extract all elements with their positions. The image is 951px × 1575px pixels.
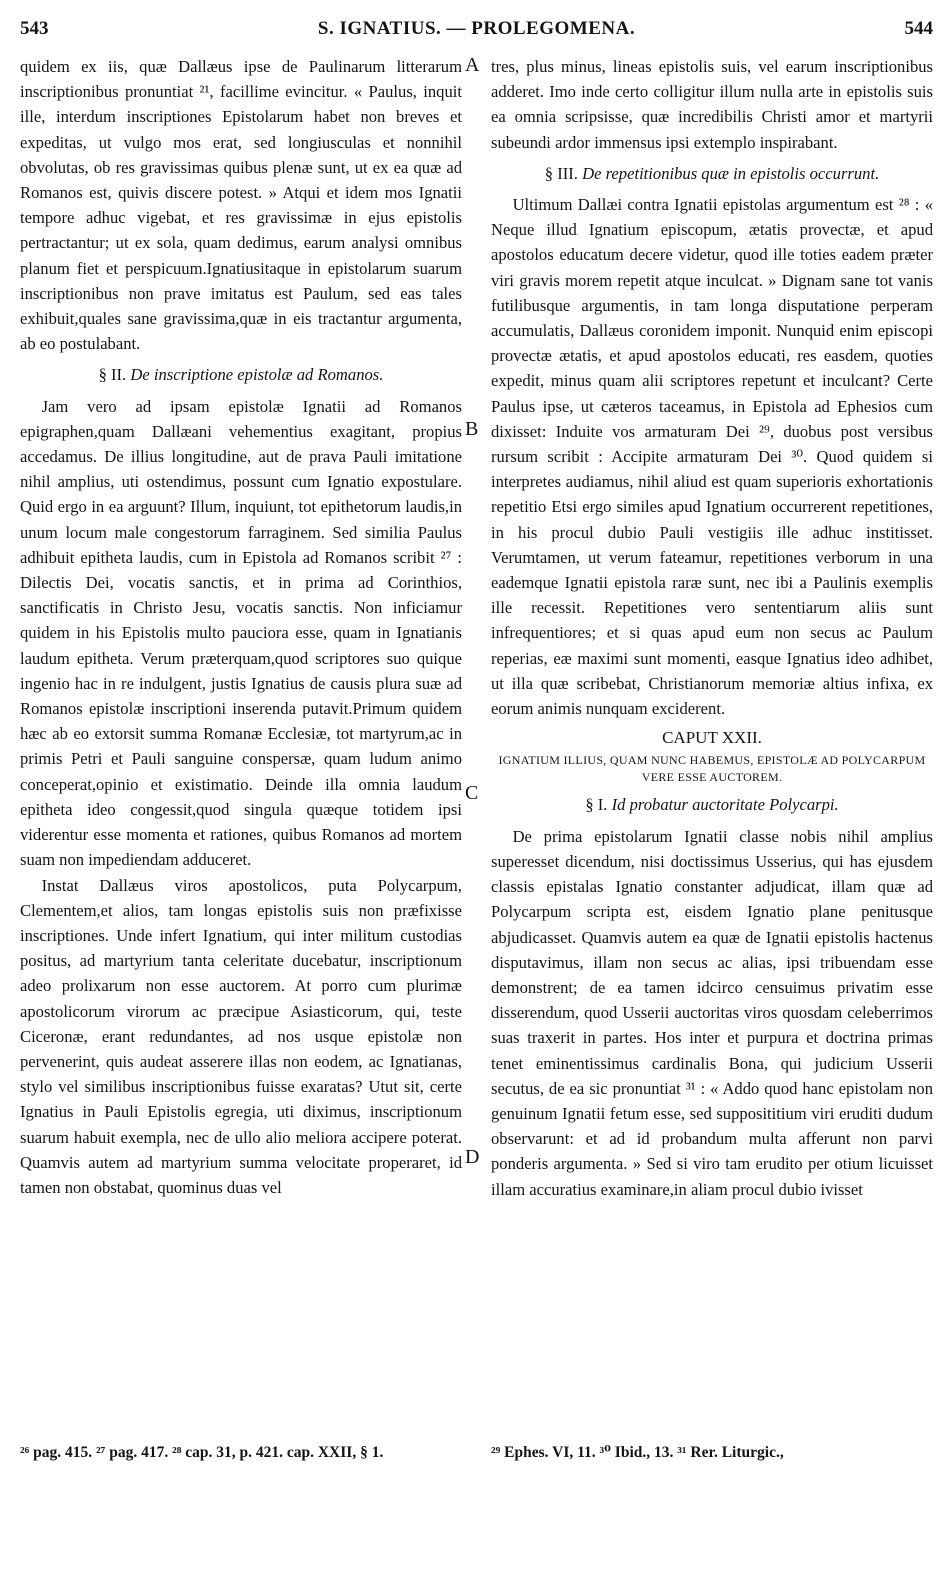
- paragraph: Jam vero ad ipsam epistolæ Ignatii ad Romanos epigraphen,quam Dallæani vehementius exagitant, propius accedamus. De illius longitudine, aut de prava Pauli imitatione nihil amplius, uti ostendimus, possunt cum Ignatio expostulare. Quid ergo in ea arguunt? Illum, inquiunt, tot epithetorum laudis,in unum locum male congestorum farraginem. Sed similia Paulus adhibuit epitheta laudis, cum in Epistola ad Romanos scribit ²⁷ : Dilectis Dei, vocatis sanctis, et in prima ad Corinthios, sanctificatis in Christo Jesu, vocatis sanctis. Non inficiamur quidem in his Epistolis multo pauciora esse, quam in Ignatianis laudum epitheta. Verum præterquam,quod scriptores suo quique ingenio hac in re indulgent, justis Ignatius de causis plura suæ ad Romanos epistolæ inscriptioni inserenda putavit.Primum quidem hæc ab eo extorsit summa Romanæ Ecclesiæ, tot martyrum,ac in primis Petri et Pauli sanguine conspersæ, quam ⁠ludum animo conceperat,opinio et existimatio. Deinde illa omnia laudum epitheta ideo congessit,quod singula quæque totidem ipsi viderentur esse momenta et rationes, quibus Romanos ad mortem suam non impediendam adduceret.: [20, 396, 462, 870]
- section-number: § II.: [98, 365, 127, 385]
- margin-letter-a: A: [465, 54, 480, 76]
- section-title: Id probatur auctoritate Polycarpi.: [611, 795, 839, 815]
- margin-letter-d: D: [465, 1146, 480, 1168]
- paragraph: Instat Dallæus viros apostolicos, puta Polycarpum, Clementem,et alios, tam longas epistolis suis non præfixisse inscriptiones. Unde infert Ignatium, qui inter militum custodias positus, ad martyrium tanta celeritate ducebatur, inscriptionum adeo prolixarum non esse auctorem. At porro cum plurimæ apostolicorum virorum ac præcipue Asiasticorum, qui, teste Ciceronæ, erant redundantes, ad nos usque epistolæ non pervenerint, quis audeat asserere illas non eodem, ac Ignatianas, stylo vel similibus inscriptionibus fuisse exaratas? Utut sit, certe Ignatius in Pauli Epistolis egregia, uti diximus, inscriptionum suarum habuit exempla, nec de ullo alio meliora accipere poterat. Quamvis autem ad martyrium summa velocitate properaret, id tamen non obstabat, quominus duas vel: [20, 875, 462, 1197]
- section-title: De repetitionibus quæ in epistolis occurrunt.: [582, 163, 880, 183]
- section-heading: [20, 362, 462, 387]
- section-number: § III.: [544, 163, 578, 183]
- page-number-right: 544: [904, 18, 933, 39]
- chapter-subtitle: IGNATIUM ILLIUS, QUAM NUNC HABEMUS, EPISTOLÆ AD POLYCARPUM VERE ESSE AUCTOREM.: [498, 753, 926, 785]
- margin-letter-b: B: [465, 418, 479, 440]
- margin-letter-c: C: [465, 782, 479, 804]
- chapter-heading: CAPUT XXII.: [662, 728, 762, 748]
- section-heading: [491, 161, 933, 186]
- running-title: S. IGNATIUS. — PROLEGOMENA.: [317, 18, 636, 39]
- footnotes-right: ²⁹ Ephes. VI, 11. ³⁰ Ibid., 13. ³¹ Rer. Liturgic.,: [491, 1444, 784, 1461]
- page-number-left: 543: [20, 18, 49, 39]
- footnotes-left: ²⁶ pag. 415. ²⁷ pag. 417. ²⁸ cap. 31, p. 421. cap. XXII, § 1.: [20, 1444, 384, 1461]
- paragraph: De prima epistolarum Ignatii classe nobis nihil amplius superesset dicendum, nisi doctissimus Usserius, qui has ejusdem classis epistalas Ignatio constanter adjudicat, illam quæ ad Polycarpum scripta est, eisdem Ignatio plane penitusque abjudicasset. Quamvis autem ea quæ de Ignatii epistolis hactenus disputavimus, illam non secus ac alias, ipsi tribuendam esse demonstrent; de ea tamen idcirco censuimus privatim esse disserendum, quod Usserii auctoritas viros quosdam celeberrimos suas traxerit in partes. Hos inter et purpura et doctrina primas tenet eminentissimus cardinalis Bona, qui judicium Usserii secutus, de ea sic pronuntiat ³¹ : « Addo quod hanc epistolam non genuinum Ignatii fetum esse, sed supposititium viri eruditi dudum observarunt: et ad id probandum multa afferunt non parvi ponderis argumenta. » Sed si viro tam erudito per otium licuisset illam accuratius examinare,in aliam procul dubio ivisset: [491, 826, 933, 1199]
- section-title: De inscriptione epistolæ ad Romanos.: [130, 365, 384, 385]
- left-column: [20, 54, 462, 1200]
- page-header: [20, 18, 933, 44]
- section-heading: [491, 792, 933, 817]
- section-number: § I.: [585, 795, 608, 815]
- paragraph: tres, plus minus, lineas epistolis suis, vel earum inscriptionibus adderet. Imo inde certo colligitur illum nulla arte in epistolis suis ea omnia scripsisse, quæ incredibilis Christi amor et martyrii subeundi ardor immensus ipsi extemplo inspirabant.: [491, 57, 933, 152]
- paragraph: quidem ex iis, quæ Dallæus ipse de Paulinarum litterarum inscriptionibus pronuntiat ²¹, facillime evincitur. « Paulus, inquit ille, interdum inscriptiones Epistolarum habet non breves et expeditas, ut vulgo mos erat, sed longiusculas et nonnihil obvolutas, ob res gravissimas quibus plenæ sunt, ut ex ea quæ ad Romanos est, quivis discere potest. » Atqui et idem mos Ignatii tempore adhuc vigebat, et res gravissimæ in ejus epistolis pertractantur; ut ex sola, quam dedimus, earum analysi omnibus planum fiet et perspicuum.Ignatiusitaque in epistolarum suarum inscriptionibus non prave imitatus est Paulum, sed eas tales exhibuit,quales sane gravissima,quæ in eis tractantur argumenta, ab eo postulabant.: [20, 57, 462, 354]
- right-column: [491, 54, 933, 1202]
- paragraph: Ultimum Dallæi contra Ignatii epistolas argumentum est ²⁸ : « Neque illud Ignatium episcopum, ætatis provectæ, et apud apostolos educatum decere videtur, quod ille toties eadem præter viri gravis morem repetit atque inculcat. » Dignam sane tot vanis futilibusque argumentis, in tam longa disputatione perperam accumulatis, Dallæus coronidem imponit. Nunquid enim episcopi provectæ ætatis, et apud apostolos educati, res easdem, quoties expedit, minus quam alii scriptores repetunt et inculcant? Certe Paulus ipse, ut cæteros taceamus, in Epistola ad Ephesios cum dixisset: Induite vos armaturam Dei ²⁹, duobus post versibus rursum scribit : Accipite armaturam Dei ³⁰. Quod quidem si interpretes audiamus, nihil aliud est quam superioris exhortationis repetitio Etsi ergo similes apud Ignatium occurrerent repetitiones, in his procul dubio Pauli vestigiis ille adhuc institisset. Verumtamen, ut verum fateamur, repetitiones verborum in una eademque Ignatii epistola raræ sunt, nec ibi a Paulinis exemplis ille recessit. Repetitiones vero sententiarum aliis sunt infrequentiores; et si quas apud eum non secus ac Paulum reperias, eæ maximi sunt momenti, easque Ignatius ideo adhibet, ut illa quæ scribebat, Christianorum memoriæ altius infixa, ex eorum animis nunquam exciderent.: [491, 195, 933, 719]
